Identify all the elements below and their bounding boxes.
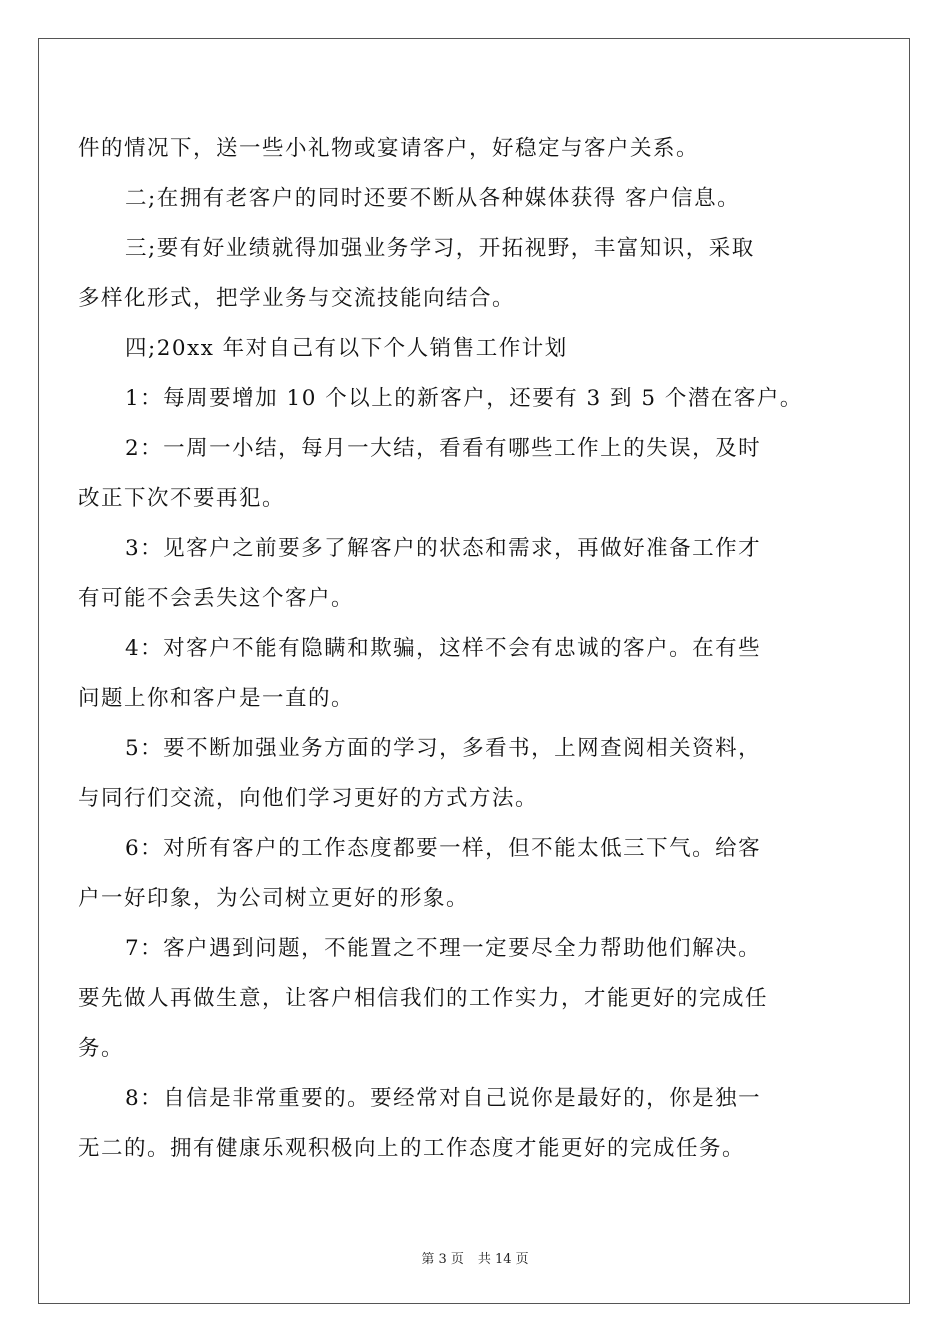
text-line: 3：见客户之前要多了解客户的状态和需求，再做好准备工作才 — [125, 536, 762, 561]
text-line: 有可能不会丢失这个客户。 — [78, 586, 355, 611]
text-line: 改正下次不要再犯。 — [78, 486, 286, 511]
text-line: 与同行们交流，向他们学习更好的方式方法。 — [78, 786, 539, 811]
text-line: 2：一周一小结，每月一大结，看看有哪些工作上的失误，及时 — [125, 436, 762, 461]
text-line: 户一好印象，为公司树立更好的形象。 — [78, 886, 470, 911]
text-line: 无二的。拥有健康乐观积极向上的工作态度才能更好的完成任务。 — [78, 1136, 746, 1161]
document-body — [78, 124, 838, 1174]
text-line: 5：要不断加强业务方面的学习，多看书，上网查阅相关资料， — [125, 736, 762, 761]
text-line: 多样化形式，把学业务与交流技能向结合。 — [78, 286, 516, 311]
text-line: 1：每周要增加 10 个以上的新客户，还要有 3 到 5 个潜在客户。 — [125, 386, 803, 411]
text-line: 7：客户遇到问题，不能置之不理一定要尽全力帮助他们解决。 — [125, 936, 762, 961]
total-page-count: 共 14 页 — [477, 1252, 529, 1267]
text-line: 二;在拥有老客户的同时还要不断从各种媒体获得 客户信息。 — [125, 186, 741, 211]
text-line: 8：自信是非常重要的。要经常对自己说你是最好的，你是独一 — [125, 1086, 762, 1111]
text-line: 4：对客户不能有隐瞒和欺骗，这样不会有忠诚的客户。在有些 — [125, 636, 762, 661]
text-line: 问题上你和客户是一直的。 — [78, 686, 355, 711]
page-footer — [0, 1248, 950, 1267]
text-line: 要先做人再做生意，让客户相信我们的工作实力，才能更好的完成任 — [78, 986, 769, 1011]
text-line: 务。 — [78, 1036, 125, 1061]
current-page-number: 第 3 页 — [421, 1252, 464, 1267]
text-line: 三;要有好业绩就得加强业务学习，开拓视野，丰富知识，采取 — [125, 236, 755, 261]
section-heading: 四;20xx 年对自己有以下个人销售工作计划 — [125, 336, 568, 361]
text-line: 件的情况下，送一些小礼物或宴请客户，好稳定与客户关系。 — [78, 136, 700, 161]
text-line: 6：对所有客户的工作态度都要一样，但不能太低三下气。给客 — [125, 836, 762, 861]
